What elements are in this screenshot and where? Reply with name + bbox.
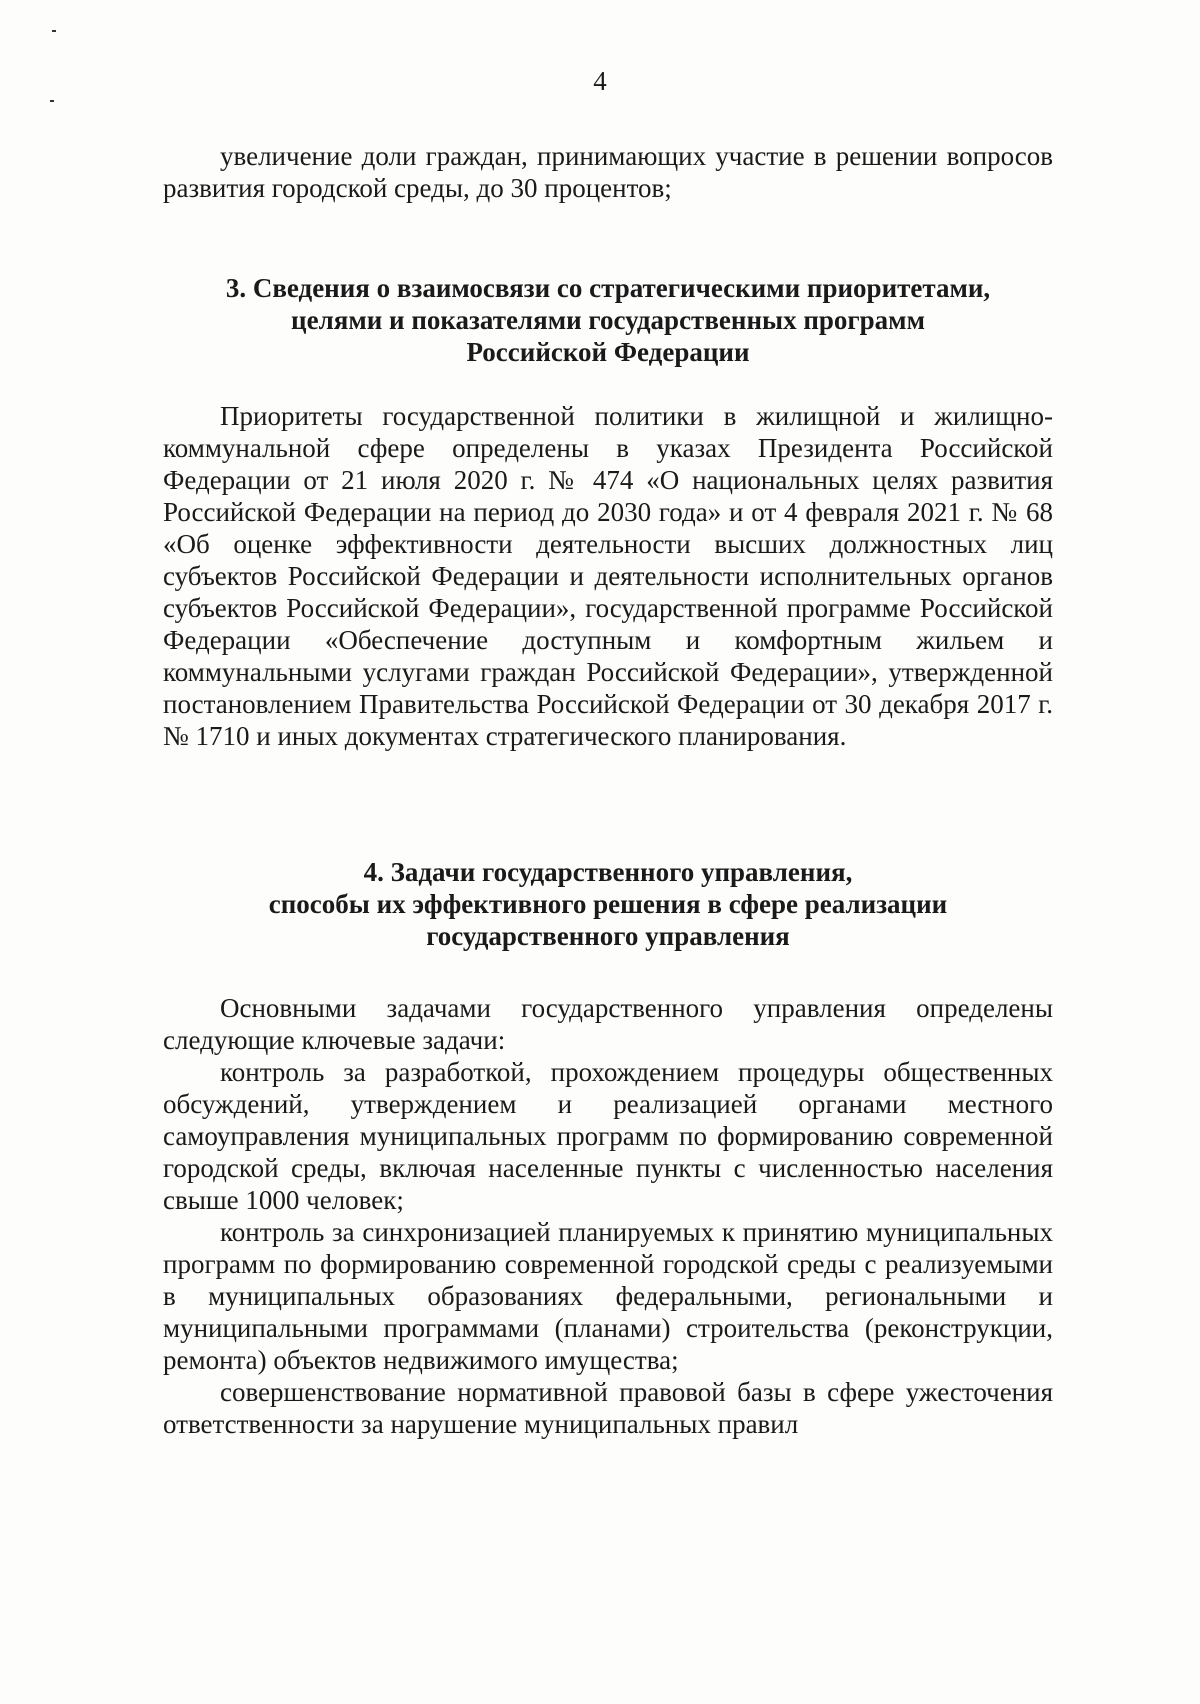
intro-paragraph: увеличение доли граждан, принимающих участие в решении вопросов развития городской среды, до 30 процентов; xyxy=(163,141,1053,203)
section-3-heading-line: целями и показателями государственных программ xyxy=(291,305,925,335)
section-4-paragraph: контроль за синхронизацией планируемых к принятию муниципальных программ по формированию современной городской среды с реализуемыми в муниципальных образованиях федеральными, региональными и муниципальными программами (планами) строительства (реконструкции, ремонта) объектов недвижимого имущества; xyxy=(163,1217,1053,1375)
section-4-heading-line: 4. Задачи государственного управления, xyxy=(363,857,853,887)
section-4-body xyxy=(163,992,1053,1440)
section-3-heading-line: 3. Сведения о взаимосвязи со стратегическими приоритетами, xyxy=(225,273,991,303)
page-number: 4 xyxy=(593,66,607,96)
section-3-body xyxy=(163,400,1053,752)
scan-mark xyxy=(50,100,54,102)
section-3-paragraph: Приоритеты государственной политики в жилищной и жилищно-коммунальной сфере определены в указах Президента Российской Федерации от 21 июля 2020 г. № 474 «О национальных целях развития Российской Федерации на период до 2030 года» и от 4 февраля 2021 г. № 68 «Об оценке эффективности деятельности высших должностных лиц субъектов Российской Федерации и деятельности исполнительных органов субъектов Российской Федерации», государственной программе Российской Федерации «Обеспечение доступным и комфортным жильем и коммунальными услугами граждан Российской Федерации», утвержденной постановлением Правительства Российской Федерации от 30 декабря 2017 г. № 1710 и иных документах стратегического планирования. xyxy=(163,401,1053,751)
section-4-heading-line: государственного управления xyxy=(426,921,790,951)
section-4-paragraph: контроль за разработкой, прохождением процедуры общественных обсуждений, утверждением и реализацией органами местного самоуправления муниципальных программ по формированию современной городской среды, включая населенные пункты с численностью населения свыше 1000 человек; xyxy=(163,1057,1053,1215)
section-4-heading xyxy=(163,856,1053,952)
section-4-heading-line: способы их эффективного решения в сфере реализации xyxy=(268,889,948,919)
section-3-heading-line: Российской Федерации xyxy=(466,337,750,367)
section-4-paragraph: Основными задачами государственного управления определены следующие ключевые задачи: xyxy=(163,993,1053,1055)
scan-mark xyxy=(52,30,56,32)
intro-block xyxy=(163,140,1053,204)
section-3-heading xyxy=(163,272,1053,368)
section-4-paragraph: совершенствование нормативной правовой базы в сфере ужесточения ответственности за нарушение муниципальных правил xyxy=(163,1377,1053,1439)
